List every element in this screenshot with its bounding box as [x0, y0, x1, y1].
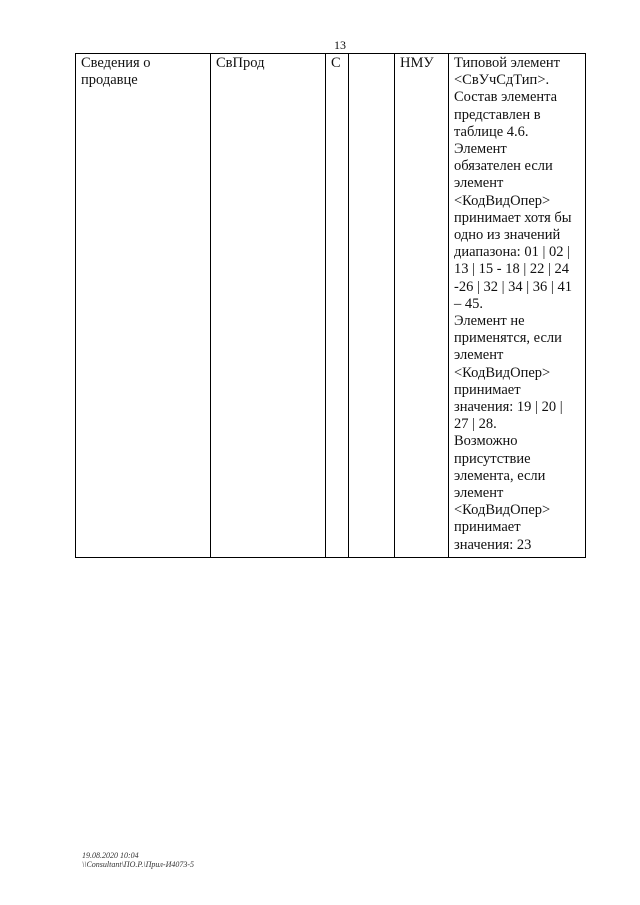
print-timestamp: 19.08.2020 10:04: [82, 851, 139, 860]
description-line: принимает хотя бы: [454, 209, 572, 226]
description-line: 13 | 15 - 18 | 22 | 24: [454, 261, 570, 278]
requirements-table: [75, 53, 586, 558]
description-line: Возможно: [454, 433, 518, 450]
file-path: \\Consultant\ПО.Р.\Прил-И4073-5: [82, 860, 195, 869]
description-line: принимает: [454, 519, 521, 536]
description-line: Элемент: [454, 141, 507, 158]
print-footer: [82, 851, 194, 869]
description-line: Элемент не: [454, 313, 525, 330]
description-line: присутствие: [454, 450, 531, 467]
description-line: элемент: [454, 175, 504, 192]
description-line: 27 | 28.: [454, 416, 497, 433]
description-line: <КодВидОпер>: [454, 364, 551, 381]
description-line: обязателен если: [454, 158, 553, 175]
element-format-cell: [349, 54, 395, 558]
element-name-cell: Сведения о продавце: [76, 54, 211, 558]
element-description-cell: [449, 54, 586, 558]
description-line: -26 | 32 | 34 | 36 | 41: [454, 278, 572, 295]
description-line: одно из значений: [454, 227, 561, 244]
description-line: элемент: [454, 485, 504, 502]
description-line: применятся, если: [454, 330, 562, 347]
description-line: <СвУчСдТип>.: [454, 72, 550, 89]
element-type-cell: С: [326, 54, 349, 558]
description-line: Типовой элемент: [454, 55, 560, 71]
description-line: <КодВидОпер>: [454, 192, 551, 209]
description-line: принимает: [454, 381, 521, 398]
description-line: таблице 4.6.: [454, 123, 529, 140]
description-line: элемента, если: [454, 467, 546, 484]
table-row: [76, 54, 586, 558]
description-line: диапазона: 01 | 02 |: [454, 244, 570, 261]
description-line: элемент: [454, 347, 504, 364]
page-number: 13: [334, 38, 346, 52]
description-line: Состав элемента: [454, 89, 558, 106]
element-code-cell: СвПрод: [211, 54, 326, 558]
description-line: представлен в: [454, 106, 541, 123]
description-line: значения: 19 | 20 |: [454, 399, 563, 416]
description-line: <КодВидОпер>: [454, 502, 551, 519]
description-line: значения: 23: [454, 536, 532, 553]
description-line: – 45.: [454, 295, 483, 312]
element-presence-cell: НМУ: [395, 54, 449, 558]
